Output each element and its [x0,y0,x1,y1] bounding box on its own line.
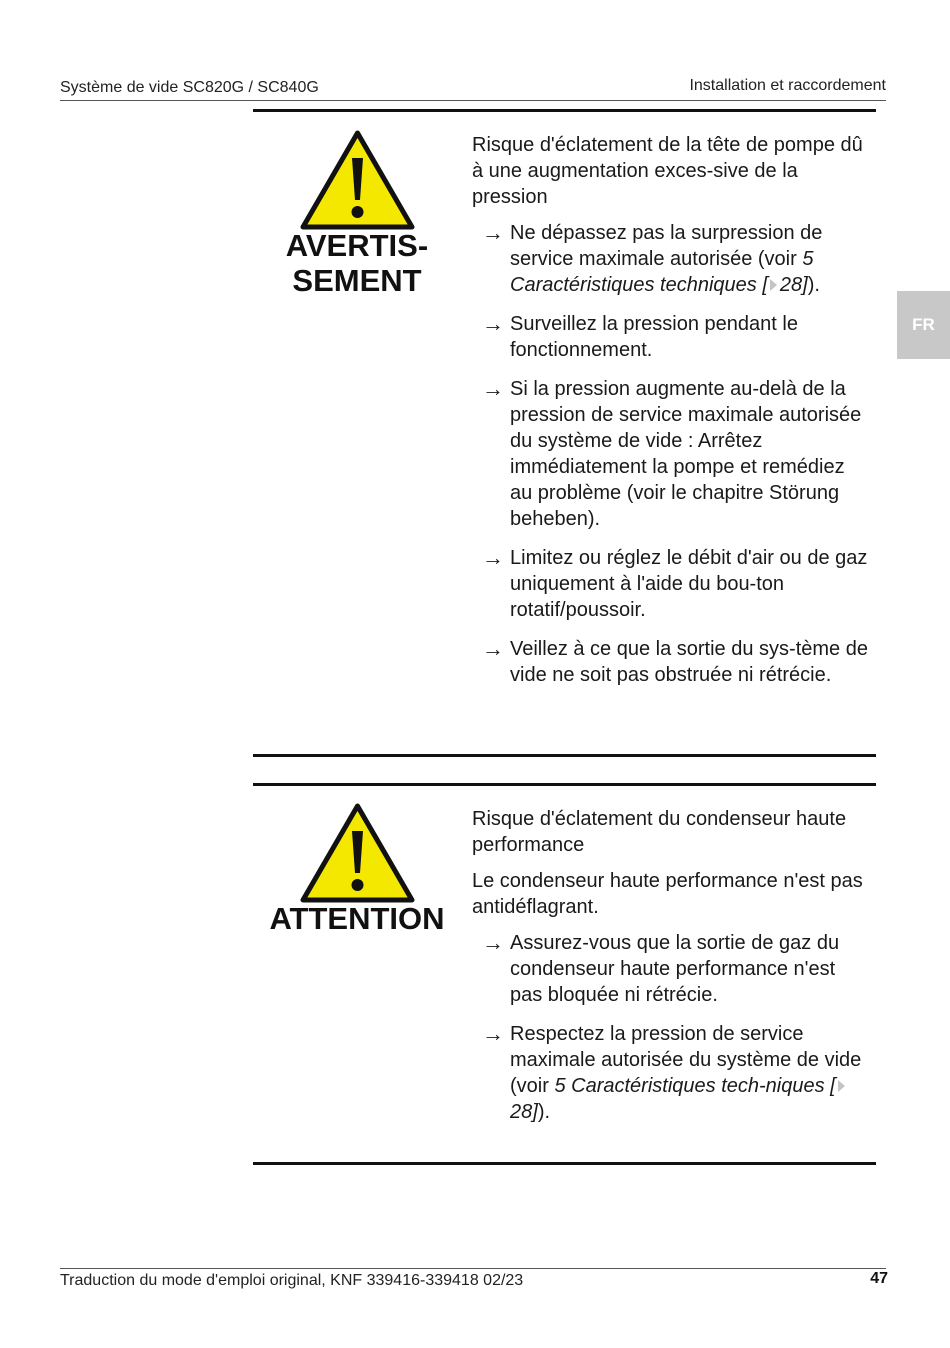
list-item [472,545,872,623]
footer-divider [60,1268,886,1269]
list-item [472,220,872,298]
arrow-icon: → [482,376,504,401]
caution-subtitle: Le condenseur haute performance n'est pas antidéflagrant. [472,870,863,918]
cross-reference-link[interactable]: 5 Caractéristiques techniques [ 28] [510,248,814,296]
item-text: Assurez-vous que la sortie de gaz du condenseur haute performance n'est pas bloquée ni rétrécie. [510,932,840,1006]
warning-triangle-icon [300,130,415,230]
warning-block-bottom-rule [253,754,876,757]
signal-word-caution: ATTENTION [269,901,445,936]
header-divider [60,100,886,101]
page-number: 47 [870,1270,888,1287]
language-tab: FR [897,291,950,359]
item-text: Veillez à ce que la sortie du sys-tème de vide ne soit pas obstruée ni rétrécie. [510,638,868,686]
list-item [472,311,872,363]
list-item [472,930,872,1008]
warning-triangle-icon [300,803,415,903]
signal-word-warning [262,228,452,298]
warning-block-top-rule [253,109,876,112]
arrow-icon: → [482,636,504,661]
signal-word-line-1: AVERTIS- [285,228,429,263]
arrow-icon: → [482,545,504,570]
item-tail: ). [537,1101,551,1123]
warning-title: Risque d'éclatement de la tête de pompe dû à une augmentation exces-sive de la pression [472,134,863,208]
list-item [472,376,872,532]
footer-text: Traduction du mode d'emploi original, KNF 339416-339418 02/23 [60,1272,524,1289]
caution-block-top-rule [253,783,876,786]
item-tail: ). [807,274,820,296]
arrow-icon: → [482,1021,504,1046]
list-item [472,636,872,688]
signal-word-line-2: SEMENT [292,263,422,298]
warning-content [472,132,872,701]
header-title: Système de vide SC820G / SC840G [60,79,319,96]
item-text: Limitez ou réglez le débit d'air ou de gaz uniquement à l'aide du bou-ton rotatif/poussoir. [510,547,868,621]
header-section: Installation et raccordement [689,77,886,94]
item-text: Respectez la pression de service maximale autorisée du système de vide (voir [510,1023,862,1097]
page-pointer-icon [770,279,777,291]
caution-title: Risque d'éclatement du condenseur haute performance [472,808,847,856]
caution-content [472,806,872,1138]
item-text: Si la pression augmente au-delà de la pression de service maximale autorisée du système de vide : Arrêtez immédiatement la pompe et remédiez au problème (voir le chapitre Störung beheben). [510,378,862,530]
item-text: Ne dépassez pas la surpression de service maximale autorisée (voir [510,222,823,270]
caution-block-bottom-rule [253,1162,876,1165]
arrow-icon: → [482,220,504,245]
page-pointer-icon [838,1080,845,1092]
item-text: Surveillez la pression pendant le fonctionnement. [510,313,798,361]
arrow-icon: → [482,311,504,336]
cross-reference-link[interactable]: 5 Caractéristiques tech-niques [28] [510,1075,848,1123]
list-item [472,1021,872,1125]
arrow-icon: → [482,930,504,955]
